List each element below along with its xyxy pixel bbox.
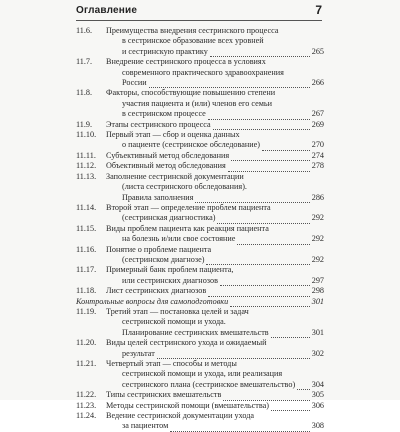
- dot-leader: [210, 49, 310, 57]
- toc-entry-page: 270: [311, 140, 324, 150]
- toc-entry-line: сестринской помощи и ухода.: [122, 317, 226, 327]
- toc-entry: [76, 57, 324, 88]
- toc-entry-leader-line: [106, 193, 324, 203]
- toc-entry: [76, 401, 324, 411]
- toc-entry: [76, 297, 324, 307]
- toc-entry-line: сестринского плана (сестринское вмешательство): [122, 379, 296, 389]
- toc-entry-number: 11.7.: [76, 57, 93, 67]
- toc-entry-leader-line: [106, 328, 324, 338]
- toc-entry-number: 11.6.: [76, 26, 93, 35]
- toc-entry-page: 274: [311, 150, 324, 160]
- page-header: [76, 4, 322, 21]
- toc-entry-line: Факторы, способствующие повышению степени: [106, 88, 276, 98]
- dot-leader: [206, 257, 309, 265]
- toc-entry-leader-line: [106, 286, 324, 296]
- toc-entry-page: 306: [311, 400, 324, 410]
- toc-entry-page: 266: [311, 78, 324, 88]
- toc-entry-line: Типы сестринских вмешательств: [106, 390, 222, 400]
- toc-entry-line: в сестринском процессе: [122, 109, 206, 119]
- dot-leader: [220, 278, 310, 286]
- dot-leader: [149, 80, 310, 88]
- toc-entry-line: Примерный банк проблем пациента,: [106, 265, 234, 275]
- toc-entry-page: 267: [311, 109, 324, 119]
- toc-entry-number: 11.10.: [76, 130, 97, 140]
- toc-entry: [76, 26, 324, 57]
- toc-entry-page: 278: [311, 161, 324, 171]
- toc-entry-leader-line: [106, 380, 324, 390]
- toc-entry-number: 11.12.: [76, 161, 97, 171]
- toc-entry-line: (сестринская диагностика): [122, 213, 216, 223]
- toc-entry-leader-line: [106, 109, 324, 119]
- table-of-contents: [76, 26, 324, 432]
- toc-entry: [76, 359, 324, 390]
- dot-leader: [271, 330, 310, 338]
- toc-entry-number: 11.16.: [76, 244, 97, 254]
- toc-entry-line: Внедрение сестринского процесса в условиях: [106, 57, 266, 67]
- dot-leader: [170, 424, 309, 432]
- toc-entry-page: 305: [311, 390, 324, 400]
- toc-entry-leader-line: [106, 213, 324, 223]
- dot-leader: [297, 382, 310, 390]
- toc-entry-page: 292: [311, 234, 324, 244]
- toc-entry-line: участия пациента и (или) членов его семьи: [122, 98, 273, 108]
- toc-entry-line: (сестринском диагнозе): [122, 254, 205, 264]
- toc-entry-line: Этапы сестринского процесса: [106, 119, 211, 129]
- toc-entry-line: на болезнь и/или свое состояние: [122, 234, 236, 244]
- toc-entry-line: Заполнение сестринской документации: [106, 171, 244, 181]
- toc-entry-line: о пациенте (сестринское обследование): [122, 140, 261, 150]
- dot-leader: [208, 112, 310, 120]
- toc-entry-line: Ведение сестринской документации ухода: [106, 411, 255, 421]
- toc-entry-number: 11.14.: [76, 202, 97, 212]
- toc-entry-leader-line: [106, 401, 324, 411]
- toc-entry: [76, 411, 324, 432]
- toc-entry-page: 292: [311, 254, 324, 264]
- dot-leader: [228, 164, 310, 172]
- toc-entry-leader-line: [106, 421, 324, 431]
- toc-entry-number: 11.15.: [76, 223, 97, 233]
- toc-entry-page: 301: [311, 296, 324, 306]
- toc-entry-line: Правила заполнения: [122, 192, 194, 202]
- dot-leader: [195, 195, 309, 203]
- toc-entry-page: 301: [311, 327, 324, 337]
- dot-leader: [237, 237, 309, 245]
- toc-entry-line: России: [122, 78, 147, 88]
- toc-entry-number: 11.8.: [76, 88, 93, 98]
- toc-entry-leader-line: [106, 255, 324, 265]
- dot-leader: [208, 289, 309, 297]
- toc-entry-page: 298: [311, 286, 324, 296]
- toc-entry: [76, 203, 324, 224]
- toc-entry-line: Первый этап — сбор и оценка данных: [106, 130, 240, 140]
- toc-entry-leader-line: [106, 349, 324, 359]
- toc-entry-line: Планирование сестринских вмешательств: [122, 327, 269, 337]
- toc-entry: [76, 307, 324, 338]
- header-page-number: 7: [315, 3, 322, 17]
- toc-entry-line: и сестринскую практику: [122, 46, 208, 56]
- toc-entry-line: Лист сестринских диагнозов: [106, 286, 207, 296]
- toc-entry: [76, 338, 324, 359]
- toc-entry-leader-line: [106, 390, 324, 400]
- toc-entry-leader-line: [76, 297, 324, 307]
- dot-leader: [223, 393, 309, 401]
- toc-entry-leader-line: [106, 78, 324, 88]
- toc-entry-number: 11.21.: [76, 359, 97, 368]
- dot-leader: [157, 351, 310, 359]
- toc-entry-leader-line: [106, 161, 324, 171]
- toc-entry-line: сестринской помощи и ухода, или реализация: [122, 369, 283, 379]
- toc-entry: [76, 172, 324, 203]
- toc-entry-number: 11.22.: [76, 390, 97, 400]
- toc-entry-page: 297: [311, 275, 324, 285]
- toc-entry-number: 11.11.: [76, 150, 96, 160]
- toc-entry-page: 308: [311, 421, 324, 431]
- dot-leader: [213, 122, 310, 130]
- toc-entry-number: 11.20.: [76, 338, 97, 348]
- toc-entry-number: 11.9.: [76, 119, 93, 129]
- toc-entry-number: 11.17.: [76, 265, 97, 275]
- dot-leader: [230, 299, 310, 307]
- toc-entry-page: 269: [311, 119, 324, 129]
- toc-entry-leader-line: [106, 140, 324, 150]
- toc-entry-line: за пациентом: [122, 421, 169, 431]
- toc-entry: [76, 265, 324, 286]
- toc-entry-line: Методы сестринской помощи (вмешательства): [106, 400, 269, 410]
- toc-entry-line: Четвертый этап — способы и методы: [106, 359, 237, 368]
- toc-entry: [76, 130, 324, 151]
- header-title: Оглавление: [76, 5, 138, 16]
- toc-entry-leader-line: [106, 234, 324, 244]
- toc-entry-line: Второй этап — определение проблем пациента: [106, 202, 271, 212]
- toc-entry-line: Контрольные вопросы для самоподготовки: [76, 296, 229, 306]
- toc-entry-line: или сестринских диагнозов: [122, 275, 218, 285]
- toc-entry-leader-line: [106, 47, 324, 57]
- toc-entry-page: 292: [311, 213, 324, 223]
- toc-entry-line: Преимущества внедрения сестринского процесса: [106, 26, 279, 35]
- dot-leader: [262, 143, 310, 151]
- toc-entry: [76, 120, 324, 130]
- toc-entry: [76, 151, 324, 161]
- toc-entry-number: 11.23.: [76, 400, 97, 410]
- toc-entry-leader-line: [106, 120, 324, 130]
- toc-entry-line: в сестринское образование всех уровней: [122, 36, 264, 46]
- toc-entry-number: 11.19.: [76, 306, 97, 316]
- toc-entry-line: результат: [122, 348, 155, 358]
- toc-entry: [76, 161, 324, 171]
- toc-entry-number: 11.13.: [76, 171, 97, 181]
- toc-entry-leader-line: [106, 276, 324, 286]
- toc-entry-number: 11.24.: [76, 411, 97, 421]
- toc-entry: [76, 245, 324, 266]
- toc-entry-line: (листа сестринского обследования).: [122, 182, 247, 192]
- toc-entry-line: Понятие о проблеме пациента: [106, 244, 212, 254]
- dot-leader: [271, 403, 310, 411]
- toc-entry: [76, 88, 324, 119]
- toc-entry-line: современного практического здравоохранения: [122, 67, 284, 77]
- toc-entry-page: 304: [311, 379, 324, 389]
- toc-entry-line: Виды проблем пациента как реакция пациента: [106, 223, 269, 233]
- toc-entry: [76, 286, 324, 296]
- toc-entry-line: Виды целей сестринского ухода и ожидаемый: [106, 338, 267, 348]
- toc-entry-leader-line: [106, 151, 324, 161]
- toc-entry-page: 302: [311, 348, 324, 358]
- toc-entry-page: 265: [311, 46, 324, 56]
- toc-entry-line: Объективный метод обследования: [106, 161, 226, 171]
- toc-entry: [76, 224, 324, 245]
- toc-entry-line: Субъективный метод обследования: [106, 150, 230, 160]
- toc-entry-page: 286: [311, 192, 324, 202]
- dot-leader: [217, 216, 309, 224]
- toc-entry: [76, 390, 324, 400]
- dot-leader: [231, 153, 310, 161]
- toc-entry-number: 11.18.: [76, 286, 97, 296]
- toc-entry-line: Третий этап — постановка целей и задач: [106, 306, 249, 316]
